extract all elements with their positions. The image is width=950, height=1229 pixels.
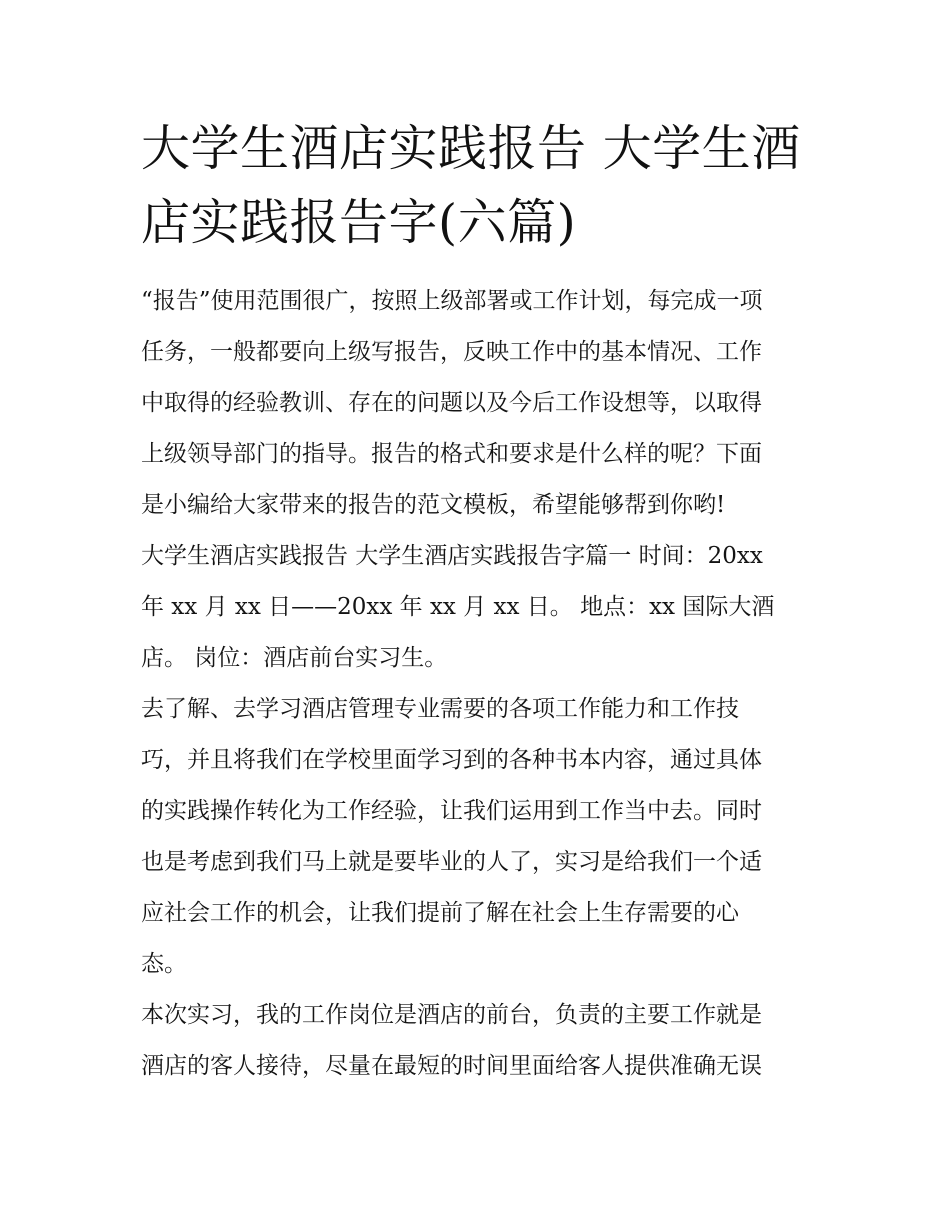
text-line: 酒店的客人接待，尽量在最短的时间里面给客人提供准确无误 [141,1053,762,1079]
title-line: 大学生酒店实践报告 大学生酒 [141,120,801,177]
text-line: 也是考虑到我们马上就是要毕业的人了，实习是给我们一个适 [141,849,762,875]
text-line: 中取得的经验教训、存在的问题以及今后工作设想等，以取得 [141,390,762,416]
text-line: 态。 [141,951,187,977]
text-line: 是小编给大家带来的报告的范文模板，希望能够帮到你哟! [141,492,726,518]
paragraph-time-place [141,531,813,684]
paragraph-intro [141,276,813,531]
text-line: 的实践操作转化为工作经验，让我们运用到工作当中去。同时 [141,798,762,824]
document-title [141,112,813,260]
text-line: “报告”使用范围很广，按照上级部署或工作计划，每完成一项 [141,288,763,314]
document-body [141,276,813,1092]
title-line: 店实践报告字(六篇) [141,194,577,251]
paragraph-work [141,990,813,1092]
text-line: 去了解、去学习酒店管理专业需要的各项工作能力和工作技 [141,696,739,722]
text-line: 上级领导部门的指导。报告的格式和要求是什么样的呢？下面 [141,441,762,467]
text-line: 巧，并且将我们在学校里面学习到的各种书本内容，通过具体 [141,747,762,773]
document-content [141,112,813,1092]
text-line: 店。 岗位：酒店前台实习生。 [141,645,448,671]
text-line: 应社会工作的机会，让我们提前了解在社会上生存需要的心 [141,900,739,926]
text-line: 任务，一般都要向上级写报告，反映工作中的基本情况、工作 [141,339,762,365]
text-line: 年 xx 月 xx 日——20xx 年 xx 月 xx 日。 地点：xx 国际大酒 [141,594,775,620]
text-line: 大学生酒店实践报告 大学生酒店实践报告字篇一 时间：20xx [141,543,763,569]
paragraph-purpose [141,684,813,990]
text-line: 本次实习，我的工作岗位是酒店的前台，负责的主要工作就是 [141,1002,762,1028]
